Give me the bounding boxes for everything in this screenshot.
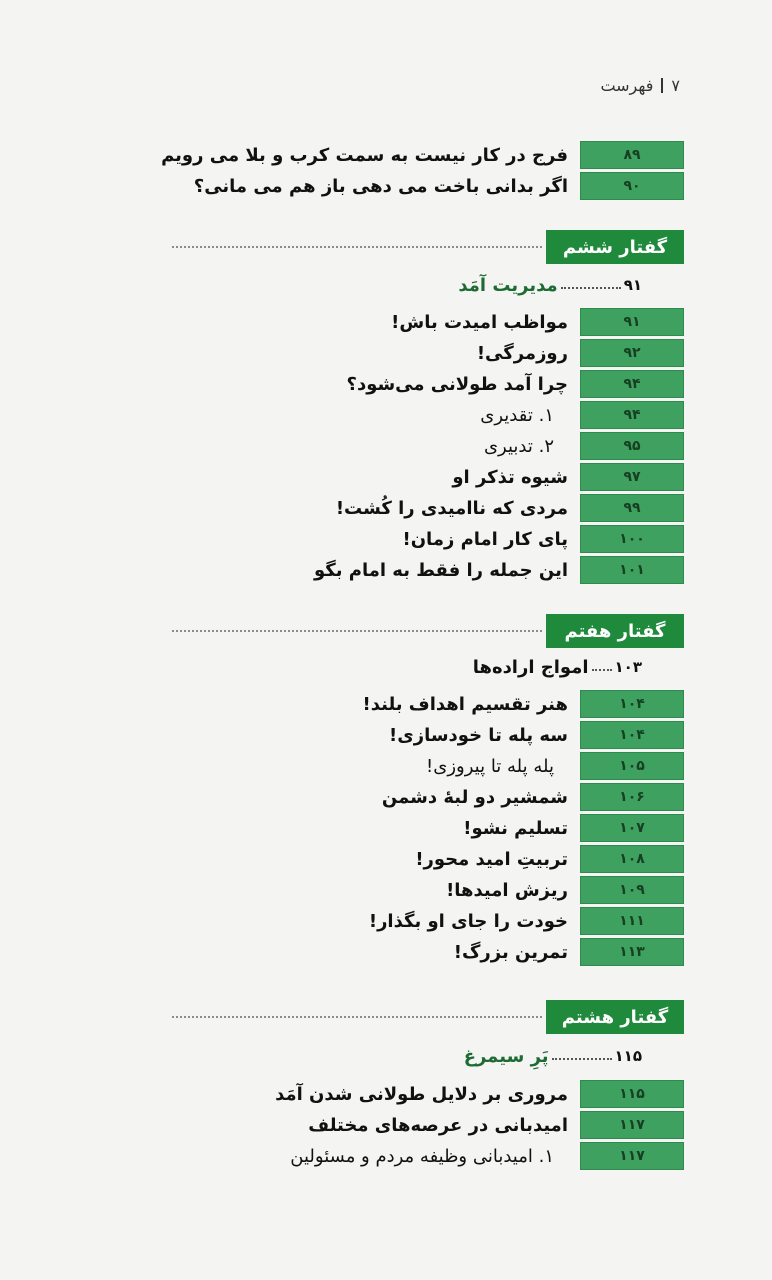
toc-entry[interactable] bbox=[290, 1142, 684, 1170]
toc-page-number: ۱۱۱ bbox=[580, 907, 684, 935]
toc-entry[interactable] bbox=[336, 494, 684, 522]
toc-entry-title: چرا آمد طولانی می‌شود؟ bbox=[346, 373, 568, 395]
toc-page-number: ۱۰۱ bbox=[580, 556, 684, 584]
dotted-divider bbox=[172, 246, 542, 248]
toc-entry-title: ۱. امیدبانی وظیفه مردم و مسئولین bbox=[290, 1145, 554, 1167]
toc-entry[interactable] bbox=[452, 463, 684, 491]
toc-entry[interactable] bbox=[362, 690, 684, 718]
toc-page-number: ۱۱۷ bbox=[580, 1111, 684, 1139]
toc-page-number: ۹۴ bbox=[580, 401, 684, 429]
toc-entry[interactable] bbox=[463, 814, 684, 842]
toc-entry-title: فرج در کار نیست به سمت کرب و بلا می رویم bbox=[161, 144, 568, 166]
dotted-divider bbox=[172, 630, 542, 632]
section-label: گفتار ششم bbox=[546, 230, 684, 264]
toc-page-number: ۹۷ bbox=[580, 463, 684, 491]
chapter-page-number: ۱۰۳ bbox=[614, 658, 642, 676]
toc-entry[interactable] bbox=[369, 907, 684, 935]
toc-entry[interactable] bbox=[446, 876, 684, 904]
page-title: فهرست bbox=[600, 76, 654, 95]
toc-entry[interactable] bbox=[308, 1111, 684, 1139]
chapter-title: پَرِ سیمرغ bbox=[463, 1045, 549, 1067]
toc-page-number: ۹۰ bbox=[580, 172, 684, 200]
toc-entry-title: مردی که ناامیدی را کُشت! bbox=[335, 497, 568, 519]
toc-entry[interactable] bbox=[382, 783, 684, 811]
toc-entry[interactable] bbox=[275, 1080, 684, 1108]
toc-page-number: ۹۱ bbox=[580, 308, 684, 336]
toc-entry[interactable] bbox=[477, 339, 684, 367]
toc-entry-title: ۱. تقدیری bbox=[480, 404, 554, 426]
toc-page-number: ۸۹ bbox=[580, 141, 684, 169]
toc-entry-title: تربیتِ امید محور! bbox=[415, 848, 568, 870]
toc-page-number: ۹۹ bbox=[580, 494, 684, 522]
toc-entry[interactable] bbox=[314, 556, 684, 584]
toc-page-number: ۱۱۵ bbox=[580, 1080, 684, 1108]
toc-entry[interactable] bbox=[391, 308, 684, 336]
toc-entry-title: پله پله تا پیروزی! bbox=[426, 755, 554, 777]
section-header bbox=[172, 1000, 684, 1034]
leader-dots bbox=[561, 287, 621, 289]
toc-entry-title: مروری بر دلایل طولانی شدن آمَد bbox=[275, 1083, 568, 1105]
toc-entry[interactable] bbox=[389, 721, 684, 749]
toc-page-number: ۱۰۸ bbox=[580, 845, 684, 873]
toc-page-number: ۱۰۵ bbox=[580, 752, 684, 780]
toc-page-number: ۱۱۳ bbox=[580, 938, 684, 966]
section-label: گفتار هشتم bbox=[546, 1000, 684, 1034]
toc-entry-title: تسلیم نشو! bbox=[463, 817, 568, 839]
toc-page-number: ۱۰۰ bbox=[580, 525, 684, 553]
toc-page-number: ۱۰۶ bbox=[580, 783, 684, 811]
toc-entry[interactable] bbox=[194, 172, 684, 200]
section-header bbox=[172, 614, 684, 648]
toc-entry-title: ریزش امیدها! bbox=[446, 879, 568, 901]
toc-entry-title: امیدبانی در عرصه‌های مختلف bbox=[308, 1114, 568, 1136]
toc-page-number: ۱۰۴ bbox=[580, 690, 684, 718]
toc-page-number: ۱۰۴ bbox=[580, 721, 684, 749]
toc-entry[interactable] bbox=[415, 845, 684, 873]
toc-entry-title: خودت را جای او بگذار! bbox=[368, 910, 568, 932]
dotted-divider bbox=[172, 1016, 542, 1018]
toc-entry-title: این جمله را فقط به امام بگو bbox=[313, 559, 568, 581]
toc-entry[interactable] bbox=[454, 938, 684, 966]
toc-entry[interactable] bbox=[480, 401, 684, 429]
toc-entry[interactable] bbox=[402, 525, 684, 553]
toc-page-number: ۱۱۷ bbox=[580, 1142, 684, 1170]
chapter-heading[interactable] bbox=[473, 654, 642, 680]
chapter-title: مدیریت آمَد bbox=[458, 274, 558, 296]
toc-entry-title: ۲. تدبیری bbox=[483, 435, 554, 457]
toc-entry-title: تمرین بزرگ! bbox=[453, 941, 568, 963]
toc-page-number: ۱۰۹ bbox=[580, 876, 684, 904]
chapter-title: امواج اراده‌ها bbox=[472, 656, 589, 678]
page-header bbox=[600, 76, 680, 95]
chapter-heading[interactable] bbox=[464, 1043, 642, 1069]
section-header bbox=[172, 230, 684, 264]
toc-entry-title: مواظب امیدت باش! bbox=[391, 311, 568, 333]
toc-entry-title: اگر بدانی باخت می دهی باز هم می مانی؟ bbox=[193, 175, 568, 197]
toc-page-number: ۹۵ bbox=[580, 432, 684, 460]
toc-page-number: ۹۲ bbox=[580, 339, 684, 367]
toc-entry-title: پای کار امام زمان! bbox=[402, 528, 568, 550]
section-label: گفتار هفتم bbox=[546, 614, 684, 648]
toc-entry-title: سه پله تا خودسازی! bbox=[389, 724, 568, 746]
toc-entry[interactable] bbox=[347, 370, 684, 398]
toc-entry-title: شمشیر دو لبهٔ دشمن bbox=[381, 786, 568, 808]
toc-entry[interactable] bbox=[161, 141, 684, 169]
toc-entry-title: شیوه تذکر او bbox=[452, 466, 568, 488]
chapter-page-number: ۱۱۵ bbox=[614, 1047, 642, 1065]
leader-dots bbox=[592, 669, 612, 671]
toc-entry-title: روزمرگی! bbox=[476, 342, 568, 364]
toc-entry[interactable] bbox=[484, 432, 684, 460]
chapter-heading[interactable] bbox=[458, 272, 642, 298]
toc-entry-title: هنر تقسیم اهداف بلند! bbox=[362, 693, 568, 715]
toc-entry[interactable] bbox=[426, 752, 684, 780]
toc-page-number: ۱۰۷ bbox=[580, 814, 684, 842]
chapter-page-number: ۹۱ bbox=[623, 276, 642, 294]
header-divider bbox=[661, 78, 663, 93]
page-number: ۷ bbox=[671, 76, 680, 95]
leader-dots bbox=[552, 1058, 612, 1060]
toc-page-number: ۹۴ bbox=[580, 370, 684, 398]
